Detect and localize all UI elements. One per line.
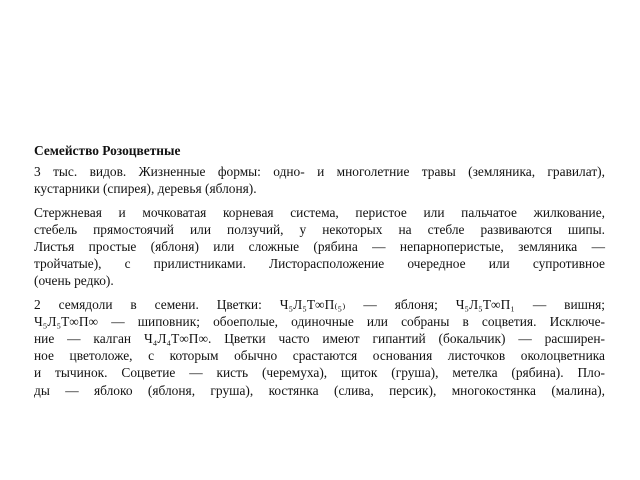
text-line: и тычинок. Соцветие — кисть (черемуха), щиток (груша), метелка (рябина). Пло- <box>34 365 605 381</box>
paragraph-3 <box>34 296 605 399</box>
text-line: ние — калган Ч₄Л₄Т∞П∞. Цветки часто имеют гипантий (бокальчик) — расширен- <box>34 331 605 347</box>
text-line: стебель прямостоячий или ползучий, у некоторых на стебле развиваются шипы. <box>34 221 605 237</box>
text-line: ды — яблоко (яблоня, груша), костянка (слива, персик), многокостянка (малина), <box>34 382 605 398</box>
text-line: (очень редко). <box>34 273 114 289</box>
text-line: 3 тыс. видов. Жизненные формы: одно- и многолетние травы (земляника, гравилат), <box>34 164 605 180</box>
text-line: ное цветоложе, с которым обычно срастаются основания листочков околоцветника <box>34 348 605 364</box>
text-line: тройчатые), с прилистниками. Листорасположение очередное или супротивное <box>34 256 605 272</box>
text-line: Листья простые (яблоня) или сложные (рябина — непарноперистые, земляника — <box>34 239 605 255</box>
text-line: Стержневая и мочковатая корневая система, перистое или пальчатое жилкование, <box>34 204 605 220</box>
paragraph-1 <box>34 163 605 197</box>
text-line: 2 семядоли в семени. Цветки: Ч₅Л₅Т∞П₍₅₎ — яблоня; Ч₅Л₅Т∞П₁ — вишня; <box>34 296 605 312</box>
paragraph-2 <box>34 204 605 290</box>
text-line: Ч₅Л₅Т∞П∞ — шиповник; обоеполые, одиночные или собраны в соцветия. Исключе- <box>34 313 605 329</box>
text-line: кустарники (спирея), деревья (яблоня). <box>34 181 257 197</box>
section-heading: Семейство Розоцветные <box>34 143 181 158</box>
text-body <box>34 142 605 405</box>
